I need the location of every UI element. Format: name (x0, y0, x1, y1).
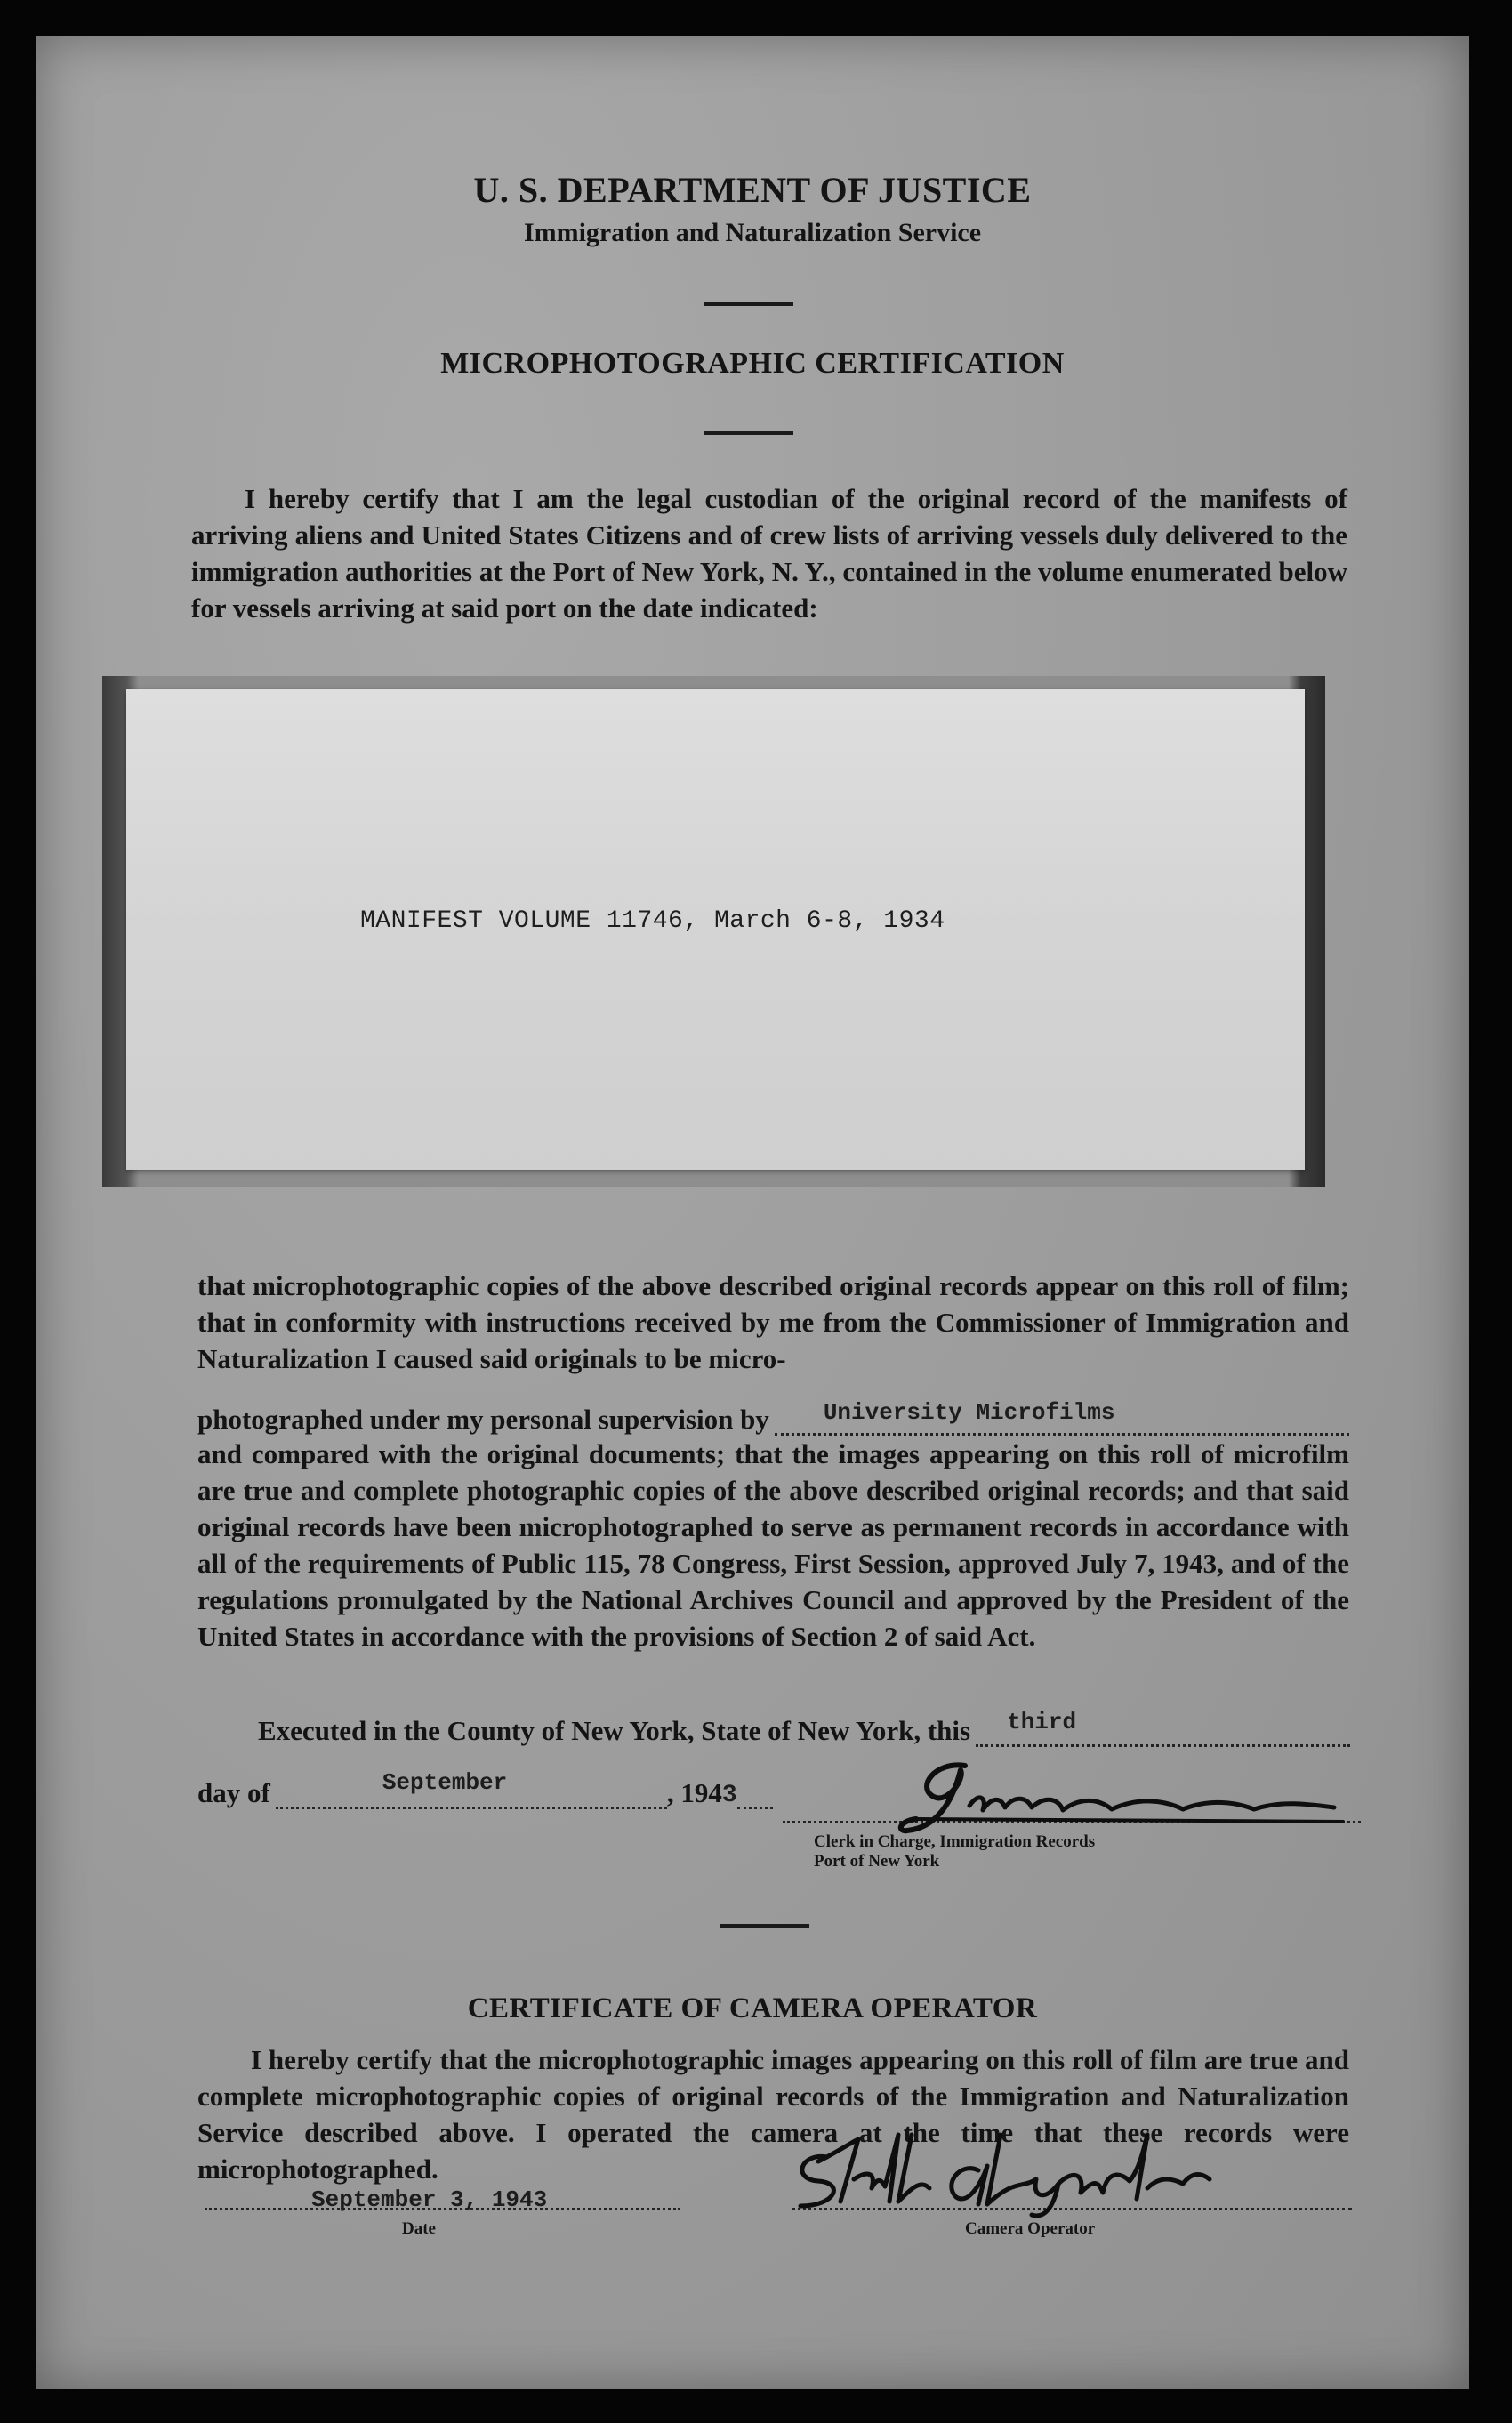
body-paragraph-part1: that microphotographic copies of the above described original records appear on this roll of film; that in conformity with instructions received by me from the Commissioner of Immigration and Naturalization I caused said originals to be micro- (197, 1270, 1349, 1374)
manifest-volume-text: MANIFEST VOLUME 11746, March 6-8, 1934 (360, 907, 945, 935)
year-value: 3 (721, 1782, 737, 1809)
certification-title: MICROPHOTOGRAPHIC CERTIFICATION (440, 347, 1065, 380)
date-value: September 3, 1943 (311, 2186, 548, 2213)
photographer-value: University Microfilms (823, 1399, 1115, 1426)
divider (720, 1924, 809, 1928)
certificate-sheet (36, 36, 1469, 2389)
intro-paragraph: I hereby certify that I am the legal custodian of the original record of the manifests of arriving aliens and United States Citizens and of crew lists of arriving vessels duly delivered to the immigration authorities at the Port of New York, N. Y., contained in the volume enumerated below for vessels arriving at said port on the date indicated: (191, 483, 1347, 624)
department-heading: U. S. DEPARTMENT OF JUSTICE (473, 170, 1032, 210)
body-paragraph-part2: and compared with the original documents; that the images appearing on this roll of microfilm are true and complete photographic copies of the above described original records; and that said original records have been microphotographed to serve as permanent records in accordance with all of the requirements of Public 115, 78 Congress, First Session, approved July 7, 1943, and of the regulations promulgated by the National Archives Council and approved by the President of the United States in accordance with the provisions of Section 2 of said Act. (197, 1438, 1349, 1652)
divider (704, 431, 793, 435)
day-of-line (197, 1770, 838, 1809)
executed-line (258, 1708, 1350, 1747)
camera-operator-label: Camera Operator (965, 2219, 1096, 2238)
clerk-title-line2: Port of New York (814, 1852, 940, 1871)
clerk-signature (881, 1743, 1361, 1841)
month-field (276, 1769, 667, 1809)
photographed-by-prefix: photographed under my personal supervision by (197, 1404, 769, 1435)
divider (704, 302, 793, 306)
photographed-by-line (197, 1397, 1349, 1436)
date-label: Date (402, 2219, 436, 2238)
year-field-dots (737, 1780, 773, 1809)
year-prefix: , 194 (666, 1777, 722, 1808)
service-subheading: Immigration and Naturalization Service (523, 218, 982, 247)
executed-prefix: Executed in the County of New York, State of New York, this (258, 1715, 971, 1746)
camera-operator-paragraph: I hereby certify that the microphotographic images appearing on this roll of film are true and complete microphotographic copies of original records of the Immigration and Naturalization Service described above. I operated the camera at the time that these records were microphotographed. (197, 2044, 1349, 2185)
day-value: third (1007, 1709, 1077, 1735)
month-value: September (382, 1769, 508, 1796)
clerk-title-line1: Clerk in Charge, Immigration Records (814, 1832, 1096, 1851)
photographer-field (775, 1399, 1349, 1436)
operator-signature (765, 2117, 1334, 2224)
day-of-label: day of (197, 1777, 270, 1808)
camera-operator-title: CERTIFICATE OF CAMERA OPERATOR (467, 1992, 1038, 2025)
